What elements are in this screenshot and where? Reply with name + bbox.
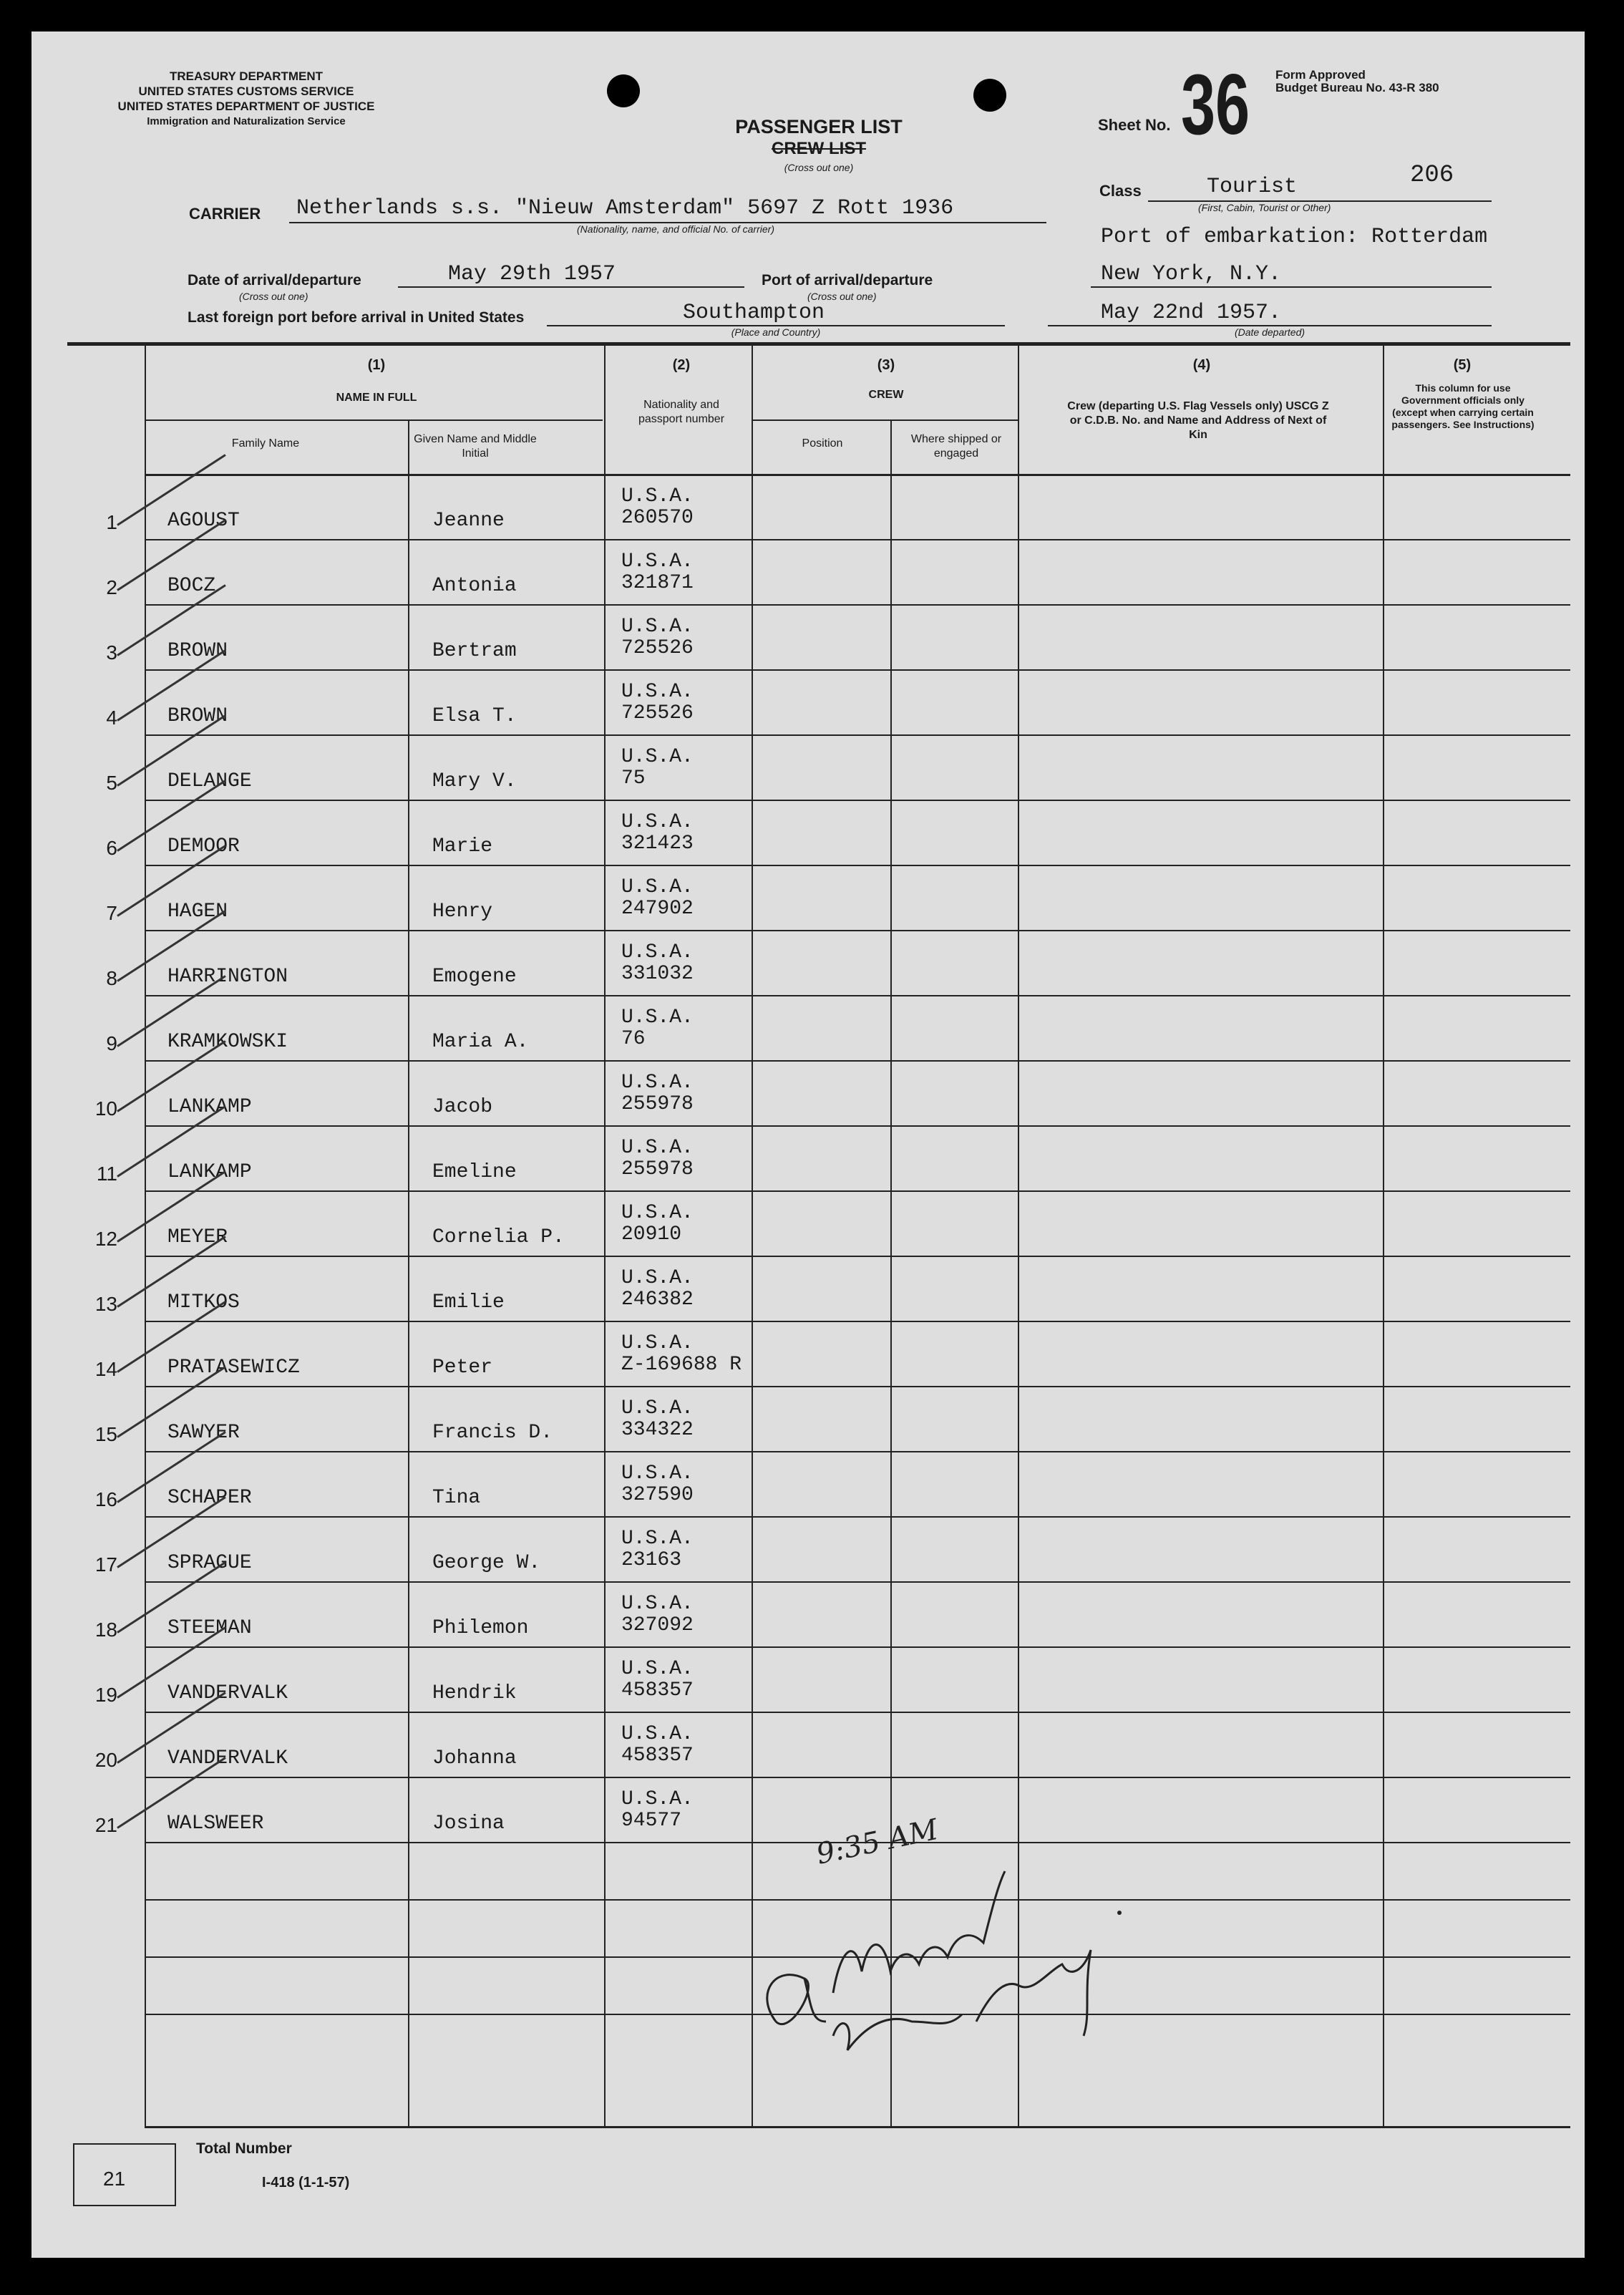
col1-title: NAME IN FULL — [336, 392, 417, 404]
last-port-hint: (Place and Country) — [731, 326, 821, 338]
passport-number: 334322 — [621, 1419, 694, 1441]
punch-hole-right — [973, 79, 1006, 112]
given-name: Hendrik — [432, 1682, 517, 1704]
passport-number: 247902 — [621, 898, 694, 920]
port-of-arrival-value: New York, N.Y. — [1101, 262, 1282, 286]
agency-block — [74, 69, 418, 129]
form-title: PASSENGER LIST — [735, 116, 903, 137]
last-port-label: Last foreign port before arrival in United States — [188, 309, 525, 326]
date-underline — [398, 286, 744, 288]
row-rule — [145, 1321, 1570, 1322]
passport-number: 725526 — [621, 637, 694, 659]
nationality: U.S.A. — [621, 1072, 694, 1094]
given-name: Philemon — [432, 1617, 529, 1639]
row-number: 9 — [106, 1032, 117, 1054]
name-subheader-rule — [145, 419, 603, 421]
row-number: 15 — [94, 1423, 117, 1445]
agency-line-ins: Immigration and Naturalization Service — [147, 115, 346, 127]
row-rule — [145, 1646, 1570, 1648]
nationality: U.S.A. — [621, 1723, 694, 1745]
given-name: Cornelia P. — [432, 1226, 565, 1248]
signature-initial-stroke — [767, 1975, 826, 2024]
passport-number: 458357 — [621, 1745, 694, 1767]
family-name: AGOUST — [167, 510, 240, 532]
row-number: 4 — [106, 707, 117, 729]
class-label: Class — [1099, 182, 1142, 200]
port-cross-out-note: (Cross out one) — [807, 291, 877, 302]
family-name: VANDERVALK — [167, 1682, 288, 1704]
total-value: 21 — [103, 2168, 126, 2190]
carrier-value: Netherlands s.s. "Nieuw Amsterdam" 5697 Z Rott 1936 — [296, 196, 954, 220]
nationality: U.S.A. — [621, 1332, 694, 1354]
date-of-arrival-value: May 29th 1957 — [448, 262, 616, 286]
agency-line-treasury: TREASURY DEPARTMENT — [169, 69, 324, 83]
passport-number: 76 — [621, 1028, 646, 1050]
class-number: 206 — [1410, 162, 1454, 189]
passport-number: 331032 — [621, 963, 694, 985]
family-name: BROWN — [167, 640, 228, 662]
family-name: STEEMAN — [167, 1617, 252, 1639]
row-rule — [145, 930, 1570, 931]
row-rule — [145, 1190, 1570, 1192]
family-name: WALSWEER — [167, 1813, 264, 1835]
family-name: BROWN — [167, 705, 228, 727]
last-port-value: Southampton — [683, 301, 825, 325]
signature-annotation — [747, 1807, 1162, 2107]
date-departed-hint: (Date departed) — [1234, 326, 1305, 338]
row-number: 18 — [94, 1619, 117, 1641]
row-rule — [145, 1386, 1570, 1387]
nationality: U.S.A. — [621, 485, 694, 508]
nationality: U.S.A. — [621, 746, 694, 768]
table-bottom-rule — [145, 2126, 1570, 2128]
col5-number: (5) — [1453, 357, 1472, 373]
family-name: SCHAPER — [167, 1487, 252, 1509]
family-name: KRAMKOWSKI — [167, 1031, 288, 1053]
form-approval — [1275, 69, 1439, 94]
date-departed-value: May 22nd 1957. — [1101, 301, 1282, 325]
col3-where-header: Where shipped or engaged — [910, 433, 1002, 460]
row-rule — [145, 1125, 1570, 1127]
col3-title: CREW — [868, 389, 904, 401]
row-rule — [145, 1777, 1570, 1778]
family-name: BOCZ — [167, 575, 216, 597]
col5-divider — [1383, 345, 1384, 2127]
col4-title: Crew (departing U.S. Flag Vessels only) USCG Z or C.D.B. No. and Name and Address of Next of Kin — [1067, 400, 1329, 441]
family-name: LANKAMP — [167, 1096, 252, 1118]
row-number: 6 — [106, 837, 117, 859]
class-value: Tourist — [1207, 175, 1298, 199]
nationality: U.S.A. — [621, 616, 694, 638]
row-rule — [145, 539, 1570, 540]
sheet-label: Sheet No. — [1098, 116, 1171, 134]
col2-number: (2) — [672, 357, 691, 373]
nationality: U.S.A. — [621, 941, 694, 964]
given-name: Tina — [432, 1487, 481, 1509]
passport-number: 321423 — [621, 833, 694, 855]
form-approved-text: Form Approved — [1275, 68, 1366, 82]
row-rule — [145, 1451, 1570, 1452]
row-rule — [145, 734, 1570, 736]
row-number: 12 — [94, 1228, 117, 1250]
nationality: U.S.A. — [621, 1137, 694, 1159]
given-name: Jeanne — [432, 510, 505, 532]
given-name: Francis D. — [432, 1422, 553, 1444]
given-name: Henry — [432, 901, 493, 923]
nationality: U.S.A. — [621, 681, 694, 703]
agency-line-customs: UNITED STATES CUSTOMS SERVICE — [138, 84, 354, 98]
family-name: MEYER — [167, 1226, 228, 1248]
row-rule — [145, 669, 1570, 671]
given-name: Antonia — [432, 575, 517, 597]
nationality: U.S.A. — [621, 1788, 694, 1810]
col2-title: Nationality and passport number — [638, 399, 725, 425]
given-name: Johanna — [432, 1747, 517, 1770]
row-number: 2 — [106, 576, 117, 598]
row-number: 19 — [94, 1684, 117, 1706]
time-annotation: 9:35 AM — [813, 1813, 941, 1871]
family-name: HARRINGTON — [167, 966, 288, 988]
given-name: Jacob — [432, 1096, 493, 1118]
col2-divider — [604, 345, 606, 2127]
given-name: Elsa T. — [432, 705, 517, 727]
date-of-arrival-label: Date of arrival/departure — [188, 272, 361, 288]
col3-number: (3) — [877, 357, 895, 373]
row-rule — [145, 1581, 1570, 1583]
col1-family-header: Family Name — [231, 437, 300, 450]
nationality: U.S.A. — [621, 1397, 694, 1420]
row-rule — [145, 604, 1570, 606]
row-number: 14 — [94, 1358, 117, 1380]
nationality: U.S.A. — [621, 1593, 694, 1615]
col1-given-header: Given Name and Middle Initial — [414, 433, 537, 460]
nationality: U.S.A. — [621, 1658, 694, 1680]
row-number: 10 — [94, 1097, 117, 1120]
port-of-embarkation: Port of embarkation: Rotterdam — [1101, 225, 1488, 249]
row-rule — [145, 995, 1570, 996]
nationality: U.S.A. — [621, 876, 694, 898]
family-name: SAWYER — [167, 1422, 240, 1444]
cross-out-note: (Cross out one) — [784, 162, 854, 173]
given-name: Peter — [432, 1357, 493, 1379]
crew-subheader-rule — [752, 419, 1018, 421]
passport-number: 321871 — [621, 572, 694, 594]
passport-number: 260570 — [621, 507, 694, 529]
nationality: U.S.A. — [621, 1462, 694, 1485]
given-name: Emogene — [432, 966, 517, 988]
given-name: Bertram — [432, 640, 517, 662]
row-rule — [145, 800, 1570, 801]
row-number: 8 — [106, 967, 117, 989]
passport-number: 23163 — [621, 1549, 682, 1571]
nationality: U.S.A. — [621, 1202, 694, 1224]
family-name: LANKAMP — [167, 1161, 252, 1183]
row-number: 17 — [94, 1553, 117, 1576]
row-number: 20 — [94, 1749, 117, 1771]
given-name: Mary V. — [432, 770, 517, 792]
crossed-crew-title: CREW LIST — [772, 139, 866, 158]
total-box — [73, 2143, 176, 2206]
carrier-hint: (Nationality, name, and official No. of carrier) — [577, 223, 774, 235]
port-of-arrival-label: Port of arrival/departure — [762, 272, 933, 288]
nationality: U.S.A. — [621, 811, 694, 833]
total-label: Total Number — [196, 2140, 292, 2157]
col3-position-header: Position — [802, 437, 843, 450]
given-name: Emilie — [432, 1291, 505, 1314]
agency-line-justice: UNITED STATES DEPARTMENT OF JUSTICE — [117, 100, 375, 113]
col4-number: (4) — [1192, 357, 1211, 373]
passport-number: 255978 — [621, 1093, 694, 1115]
passport-number: Z-169688 R — [621, 1354, 742, 1376]
class-hint: (First, Cabin, Tourist or Other) — [1198, 202, 1331, 213]
nationality: U.S.A. — [621, 1006, 694, 1029]
row-number: 1 — [106, 511, 117, 533]
sheet-number: 36 — [1181, 57, 1250, 152]
col1-number: (1) — [367, 357, 386, 373]
budget-bureau-text: Budget Bureau No. 43-R 380 — [1275, 81, 1439, 94]
nationality: U.S.A. — [621, 550, 694, 573]
row-number: 13 — [94, 1293, 117, 1315]
row-rule — [145, 1712, 1570, 1713]
signature-title-stroke — [833, 1950, 1091, 2050]
given-name: George W. — [432, 1552, 541, 1574]
family-name: HAGEN — [167, 901, 228, 923]
nationality: U.S.A. — [621, 1267, 694, 1289]
header-bottom-rule — [145, 474, 1570, 476]
row-number: 21 — [94, 1814, 117, 1836]
given-name: Maria A. — [432, 1031, 529, 1053]
passport-number: 725526 — [621, 702, 694, 724]
row-number: 7 — [106, 902, 117, 924]
row-number: 16 — [94, 1488, 117, 1510]
family-name: PRATASEWICZ — [167, 1357, 300, 1379]
form-code: I-418 (1-1-57) — [262, 2175, 350, 2190]
passport-number: 458357 — [621, 1679, 694, 1702]
family-name: SPRAGUE — [167, 1552, 252, 1574]
port-underline — [1091, 286, 1492, 288]
family-name: DEMOOR — [167, 835, 240, 858]
passport-number: 255978 — [621, 1158, 694, 1180]
row-rule — [145, 1256, 1570, 1257]
col5-title: This column for use Government officials only (except when carrying certain passengers. See Instructions) — [1391, 382, 1535, 430]
given-name: Emeline — [432, 1161, 517, 1183]
family-name: VANDERVALK — [167, 1747, 288, 1770]
family-name: MITKOS — [167, 1291, 240, 1314]
row-rule — [145, 865, 1570, 866]
passport-number: 246382 — [621, 1289, 694, 1311]
passport-number: 20910 — [621, 1223, 682, 1246]
table-left-border — [145, 345, 146, 2127]
signature-dot — [1117, 1911, 1122, 1915]
punch-hole-left — [607, 74, 640, 107]
given-name: Josina — [432, 1813, 505, 1835]
header-rule — [67, 342, 1570, 346]
row-rule — [145, 1060, 1570, 1062]
carrier-label: CARRIER — [189, 205, 261, 223]
row-number: 11 — [96, 1163, 117, 1185]
nationality: U.S.A. — [621, 1528, 694, 1550]
passport-number: 94577 — [621, 1810, 682, 1832]
given-name-divider — [408, 419, 409, 2127]
signature-surname-stroke — [833, 1871, 1005, 1993]
passport-number: 327092 — [621, 1614, 694, 1636]
given-name: Marie — [432, 835, 493, 858]
passenger-list-form — [31, 31, 1585, 2258]
row-rule — [145, 1516, 1570, 1518]
passport-number: 75 — [621, 767, 646, 790]
row-number: 5 — [106, 772, 117, 794]
row-number: 3 — [106, 641, 117, 664]
passport-number: 327590 — [621, 1484, 694, 1506]
family-name: DELANGE — [167, 770, 252, 792]
date-cross-out-note: (Cross out one) — [239, 291, 308, 302]
